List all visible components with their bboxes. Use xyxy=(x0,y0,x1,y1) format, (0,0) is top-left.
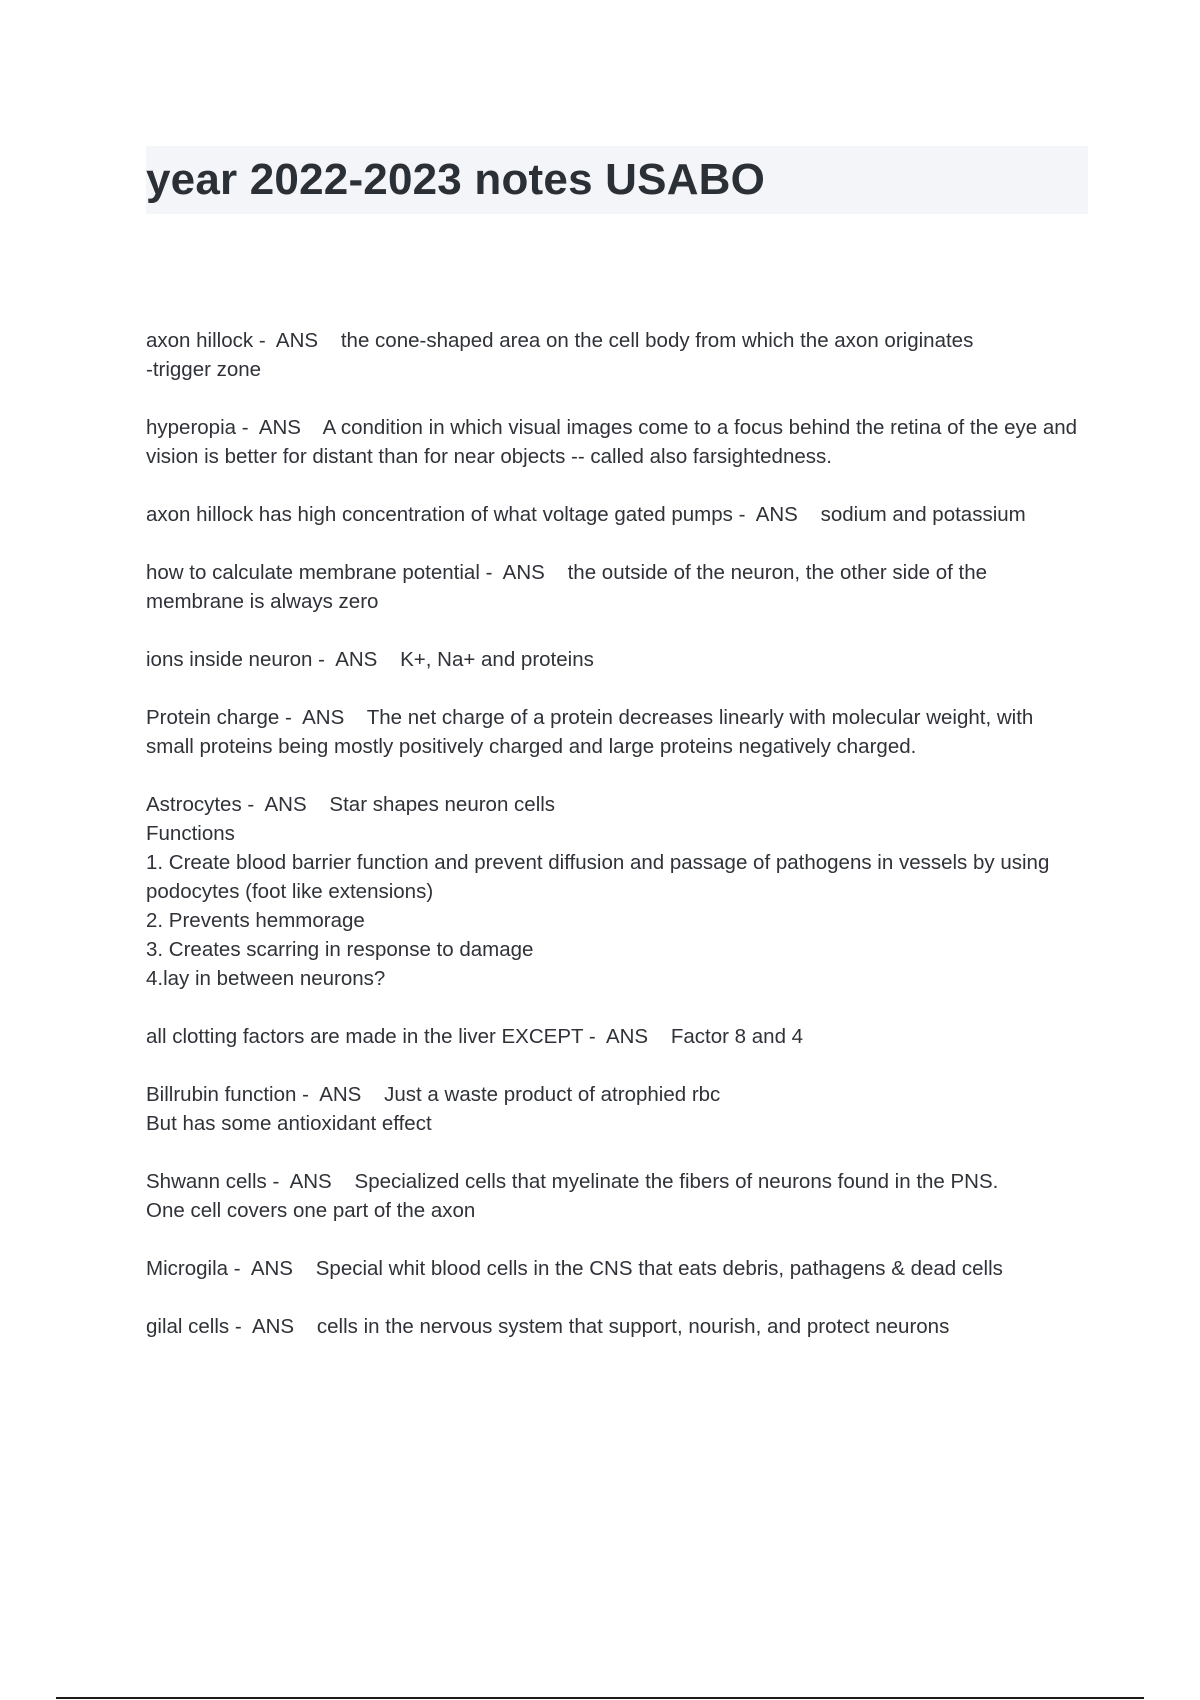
note-term: Astrocytes xyxy=(146,793,242,816)
note-answer: Factor 8 and 4 xyxy=(670,1025,804,1048)
note-term: gilal cells xyxy=(146,1315,230,1338)
note-term: Billrubin function xyxy=(146,1083,297,1106)
note-answer: Star shapes neuron cells xyxy=(329,793,556,816)
answer-separator: - ANS xyxy=(479,561,568,584)
answer-separator: - ANS xyxy=(236,416,323,439)
note-entry xyxy=(146,1022,1086,1051)
note-entry xyxy=(146,326,1086,384)
note-answer: A condition in which visual images come to a focus behind the retina of the eye and vision is better for distant than for near objects -- called also farsightedness. xyxy=(146,416,1078,468)
note-entry xyxy=(146,558,1086,616)
note-entry xyxy=(146,500,1086,529)
note-term: Microgila xyxy=(146,1257,229,1280)
note-answer: cells in the nervous system that support, nourish, and protect neurons xyxy=(316,1315,950,1338)
note-entry xyxy=(146,645,1086,674)
note-term: axon hillock xyxy=(146,329,254,352)
answer-separator: - ANS xyxy=(266,1170,355,1193)
note-term: hyperopia xyxy=(146,416,237,439)
note-entry xyxy=(146,413,1086,471)
note-extra-line: 1. Create blood barrier function and prevent diffusion and passage of pathogens in vessels by using podocytes (foot like extensions) xyxy=(146,851,1050,903)
document-title: year 2022-2023 notes USABO xyxy=(146,155,766,204)
note-term: axon hillock has high concentration of what voltage gated pumps xyxy=(146,503,733,526)
note-extra-line: But has some antioxidant effect xyxy=(146,1112,432,1135)
note-term: all clotting factors are made in the liver EXCEPT xyxy=(146,1025,584,1048)
answer-separator: - ANS xyxy=(279,706,367,729)
note-term: Shwann cells xyxy=(146,1170,267,1193)
answer-separator: - ANS xyxy=(583,1025,671,1048)
note-extra-line: 4.lay in between neurons? xyxy=(146,967,386,990)
note-entry xyxy=(146,703,1086,761)
note-answer: Just a waste product of atrophied rbc xyxy=(384,1083,721,1106)
answer-separator: - ANS xyxy=(228,1257,316,1280)
notes-list xyxy=(146,326,1086,1370)
answer-separator: - ANS xyxy=(296,1083,385,1106)
note-answer: sodium and potassium xyxy=(820,503,1026,526)
note-answer: Special whit blood cells in the CNS that eats debris, pathagens & dead cells xyxy=(315,1257,1003,1280)
note-entry xyxy=(146,1080,1086,1138)
note-extra-line: 3. Creates scarring in response to damage xyxy=(146,938,534,961)
note-term: how to calculate membrane potential xyxy=(146,561,480,584)
note-entry xyxy=(146,1312,1086,1341)
note-entry xyxy=(146,790,1086,993)
note-answer: The net charge of a protein decreases linearly with molecular weight, with small proteins being mostly positively charged and large proteins negatively charged. xyxy=(146,706,1034,758)
note-extra-line: -trigger zone xyxy=(146,358,262,381)
footer-rule xyxy=(56,1697,1144,1699)
answer-separator: - ANS xyxy=(241,793,330,816)
note-extra-line: One cell covers one part of the axon xyxy=(146,1199,476,1222)
note-answer: Specialized cells that myelinate the fibers of neurons found in the PNS. xyxy=(354,1170,999,1193)
note-entry xyxy=(146,1167,1086,1225)
note-entry xyxy=(146,1254,1086,1283)
answer-separator: - ANS xyxy=(312,648,401,671)
note-term: ions inside neuron xyxy=(146,648,313,671)
note-term: Protein charge xyxy=(146,706,280,729)
note-answer: the outside of the neuron, the other side of the membrane is always zero xyxy=(146,561,988,613)
answer-separator: - ANS xyxy=(253,329,341,352)
note-extra-line: 2. Prevents hemmorage xyxy=(146,909,365,932)
note-answer: K+, Na+ and proteins xyxy=(400,648,594,671)
note-answer: the cone-shaped area on the cell body from which the axon originates xyxy=(340,329,974,352)
answer-separator: - ANS xyxy=(732,503,821,526)
note-extra-line: Functions xyxy=(146,822,235,845)
answer-separator: - ANS xyxy=(229,1315,317,1338)
